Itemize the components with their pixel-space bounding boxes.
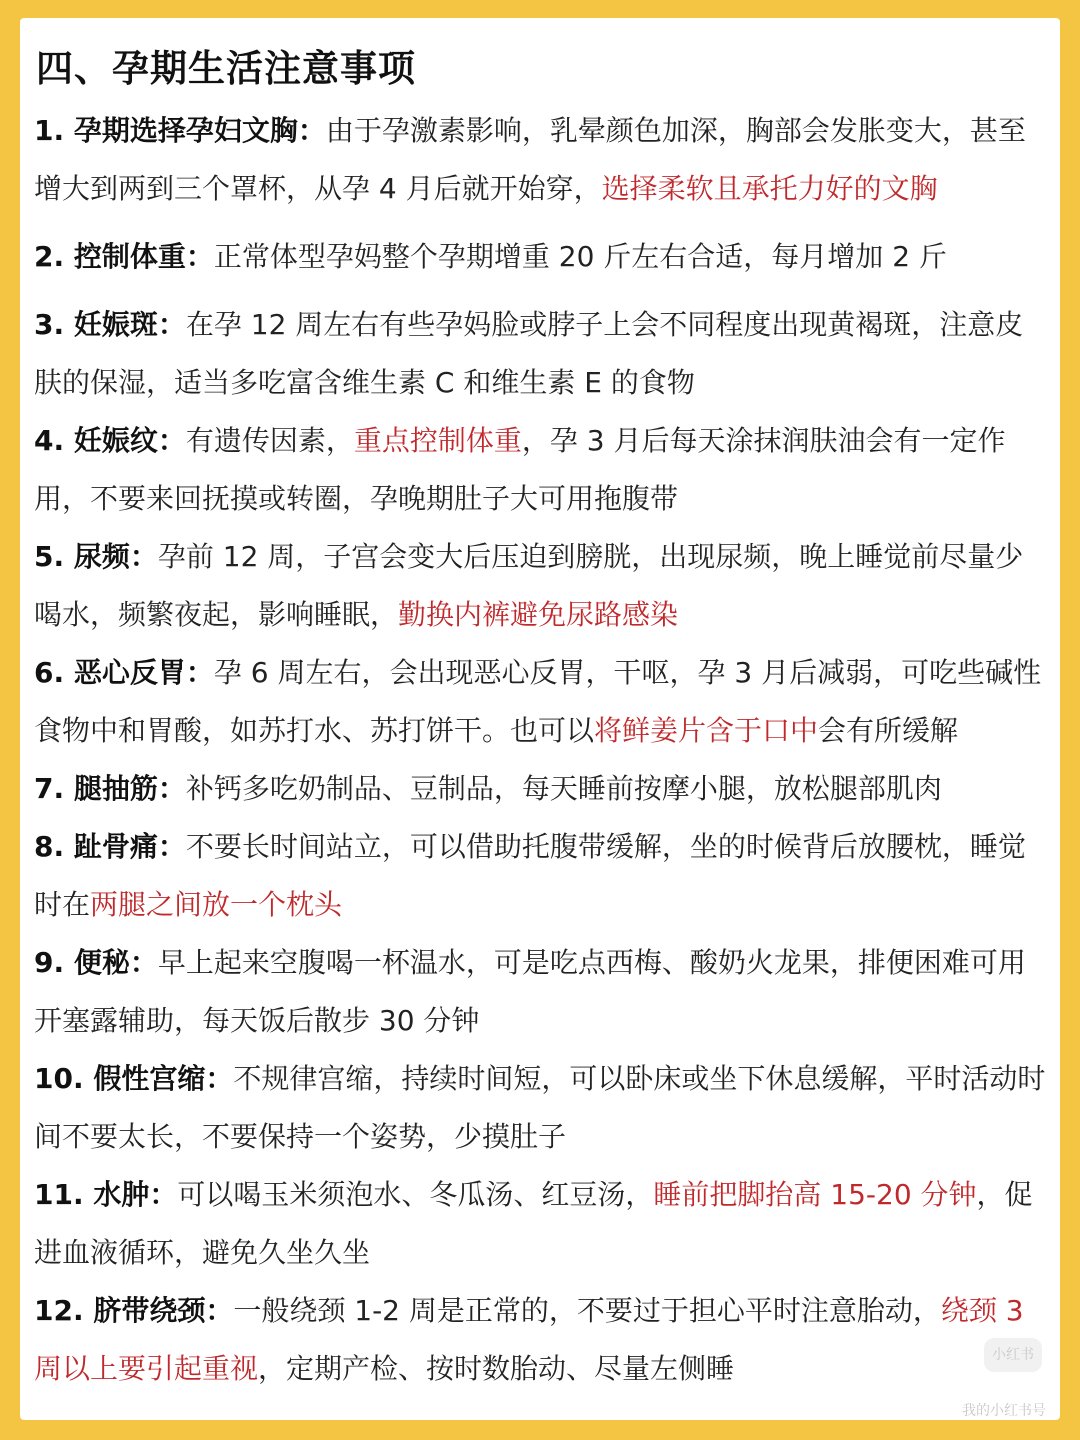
item-text-tail: ，促进血液循环，避免久坐久坐 [34,1178,1033,1269]
item-highlight: 睡前把脚抬高 15-20 分钟 [653,1178,977,1211]
item-text: 在孕 12 周左右有些孕妈脸或脖子上会不同程度出现黄褐斑，注意皮肤的保湿，适当多吃富含维生素 C 和维生素 E 的食物 [34,308,1024,399]
list-item-5 [34,528,1050,644]
list-item-9 [34,934,1050,1050]
item-label: 3. 妊娠斑： [34,308,186,341]
item-text: 可以喝玉米须泡水、冬瓜汤、红豆汤， [177,1178,654,1211]
item-label: 11. 水肿： [34,1178,178,1211]
page-title: 四、孕期生活注意事项 [36,47,416,90]
tips-list [34,102,1050,1398]
list-item-6 [34,644,1050,760]
item-text: 一般绕颈 1-2 周是正常的，不要过于担心平时注意胎动， [233,1294,941,1327]
item-text: 孕前 12 周，子宫会变大后压迫到膀胱，出现尿频，晚上睡觉前尽量少喝水，频繁夜起，影响睡眠， [34,540,1024,631]
item-highlight: 勤换内裤避免尿路感染 [398,598,679,631]
item-text: 正常体型孕妈整个孕期增重 20 斤左右合适，每月增加 2 斤 [213,240,947,273]
item-label: 7. 腿抽筋： [34,772,186,805]
item-label: 5. 尿频： [34,540,158,573]
list-item-4 [34,412,1050,528]
item-label: 12. 脐带绕颈： [34,1294,234,1327]
item-text: 不要长时间站立，可以借助托腹带缓解，坐的时候背后放腰枕，睡觉时在 [34,830,1026,921]
item-text-tail: ，孕 3 月后每天涂抹润肤油会有一定作用，不要来回抚摸或转圈，孕晚期肚子大可用拖腹带 [34,424,1006,515]
list-item-1 [34,102,1050,218]
list-item-2 [34,228,1050,286]
item-label: 10. 假性宫缩： [34,1062,234,1095]
list-item-12 [34,1282,1050,1398]
item-label: 2. 控制体重： [34,240,214,273]
list-item-11 [34,1166,1050,1282]
item-text: 早上起来空腹喝一杯温水，可是吃点西梅、酸奶火龙果，排便困难可用开塞露辅助，每天饭后散步 30 分钟 [34,946,1026,1037]
item-highlight: 绕颈 3 周以上要引起重视 [34,1294,1024,1385]
item-text: 由于孕激素影响，乳晕颜色加深，胸部会发胀变大，甚至增大到两到三个罩杯，从孕 4 月后就开始穿， [34,114,1026,205]
item-highlight: 两腿之间放一个枕头 [90,888,343,921]
watermark-logo: 小红书 [984,1338,1042,1372]
item-text: 不规律宫缩，持续时间短，可以卧床或坐下休息缓解，平时活动时间不要太长，不要保持一个姿势，少摸肚子 [34,1062,1046,1153]
watermark-text: 我的小红书号 [962,1403,1046,1419]
item-label: 4. 妊娠纹： [34,424,186,457]
list-item-10 [34,1050,1050,1166]
item-label: 1. 孕期选择孕妇文胸： [34,114,326,147]
item-label: 8. 趾骨痛： [34,830,186,863]
item-text-tail: 会有所缓解 [818,714,959,747]
content-card [20,18,1060,1420]
item-highlight: 将鲜姜片含于口中 [594,714,819,747]
list-item-7 [34,760,1050,818]
list-item-3 [34,296,1050,412]
item-highlight: 选择柔软且承托力好的文胸 [601,172,938,205]
item-text-tail: ，定期产检、按时数胎动、尽量左侧睡 [258,1352,735,1385]
item-label: 6. 恶心反胃： [34,656,214,689]
item-text: 补钙多吃奶制品、豆制品，每天睡前按摩小腿，放松腿部肌肉 [185,772,942,805]
item-label: 9. 便秘： [34,946,158,979]
item-text: 孕 6 周左右，会出现恶心反胃，干呕，孕 3 月后减弱，可吃些碱性食物中和胃酸，如苏打水、苏打饼干。也可以 [34,656,1042,747]
item-text: 有遗传因素， [185,424,354,457]
item-highlight: 重点控制体重 [353,424,522,457]
list-item-8 [34,818,1050,934]
